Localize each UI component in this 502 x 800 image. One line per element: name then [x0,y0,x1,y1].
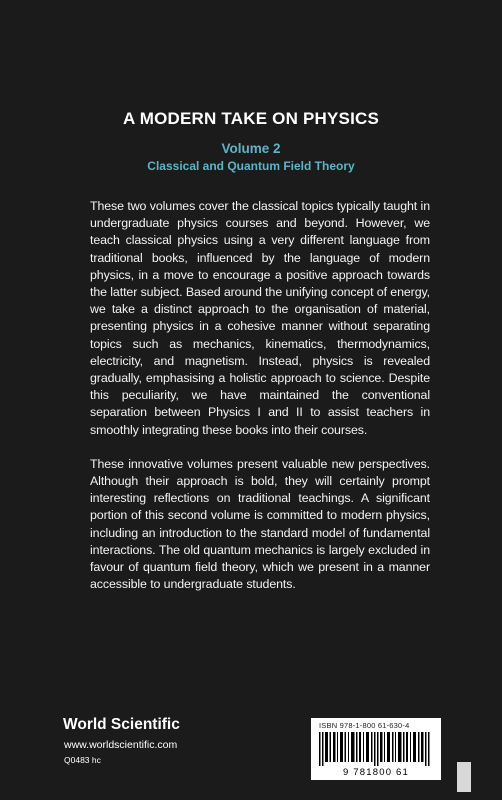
book-title: A MODERN TAKE ON PHYSICS [122,109,380,128]
back-cover-blurb [90,198,430,610]
barcode-panel [311,718,441,780]
isbn-label: ISBN 978-1-800 61-630-4 [319,721,410,730]
product-code: Q0483 hc [64,755,101,765]
book-subtitle: Classical and Quantum Field Theory [147,159,355,173]
barcode-sticker-edge [457,762,471,792]
publisher-name: World Scientific [63,716,180,733]
barcode-digits: 9 781800 61 [342,767,410,778]
blurb-paragraph-2: These innovative volumes present valuable new perspectives. Although their approach is bold, they will certainly prompt interesting reflections on traditional teachings. A significant portion of this second volume is committed to modern physics, including an introduction to the standard model of fundamental interactions. The old quantum mechanics is largely excluded in favour of quantum field theory, which we present in a manner accessible to undergraduate students. [90,456,430,592]
blurb-paragraph-1: These two volumes cover the classical topics typically taught in undergraduate physics courses and beyond. However, we teach classical physics using a very different language from traditional books, influenced by the language of modern physics, in a move to encourage a positive approach towards the latter subject. Based around the unifying concept of energy, we take a distinct approach to the organisation of material, presenting physics in a cohesive manner without separating topics such as mechanics, kinematics, thermodynamics, electricity, and magnetism. Instead, physics is revealed gradually, emphasising a holistic approach to science. Despite this peculiarity, we have maintained the conventional separation between Physics I and II to assist teachers in smoothly integrating these books into their courses. [90,199,430,437]
barcode-bars [319,732,433,766]
publisher-url: www.worldscientific.com [64,739,178,751]
volume-label: Volume 2 [221,141,281,156]
